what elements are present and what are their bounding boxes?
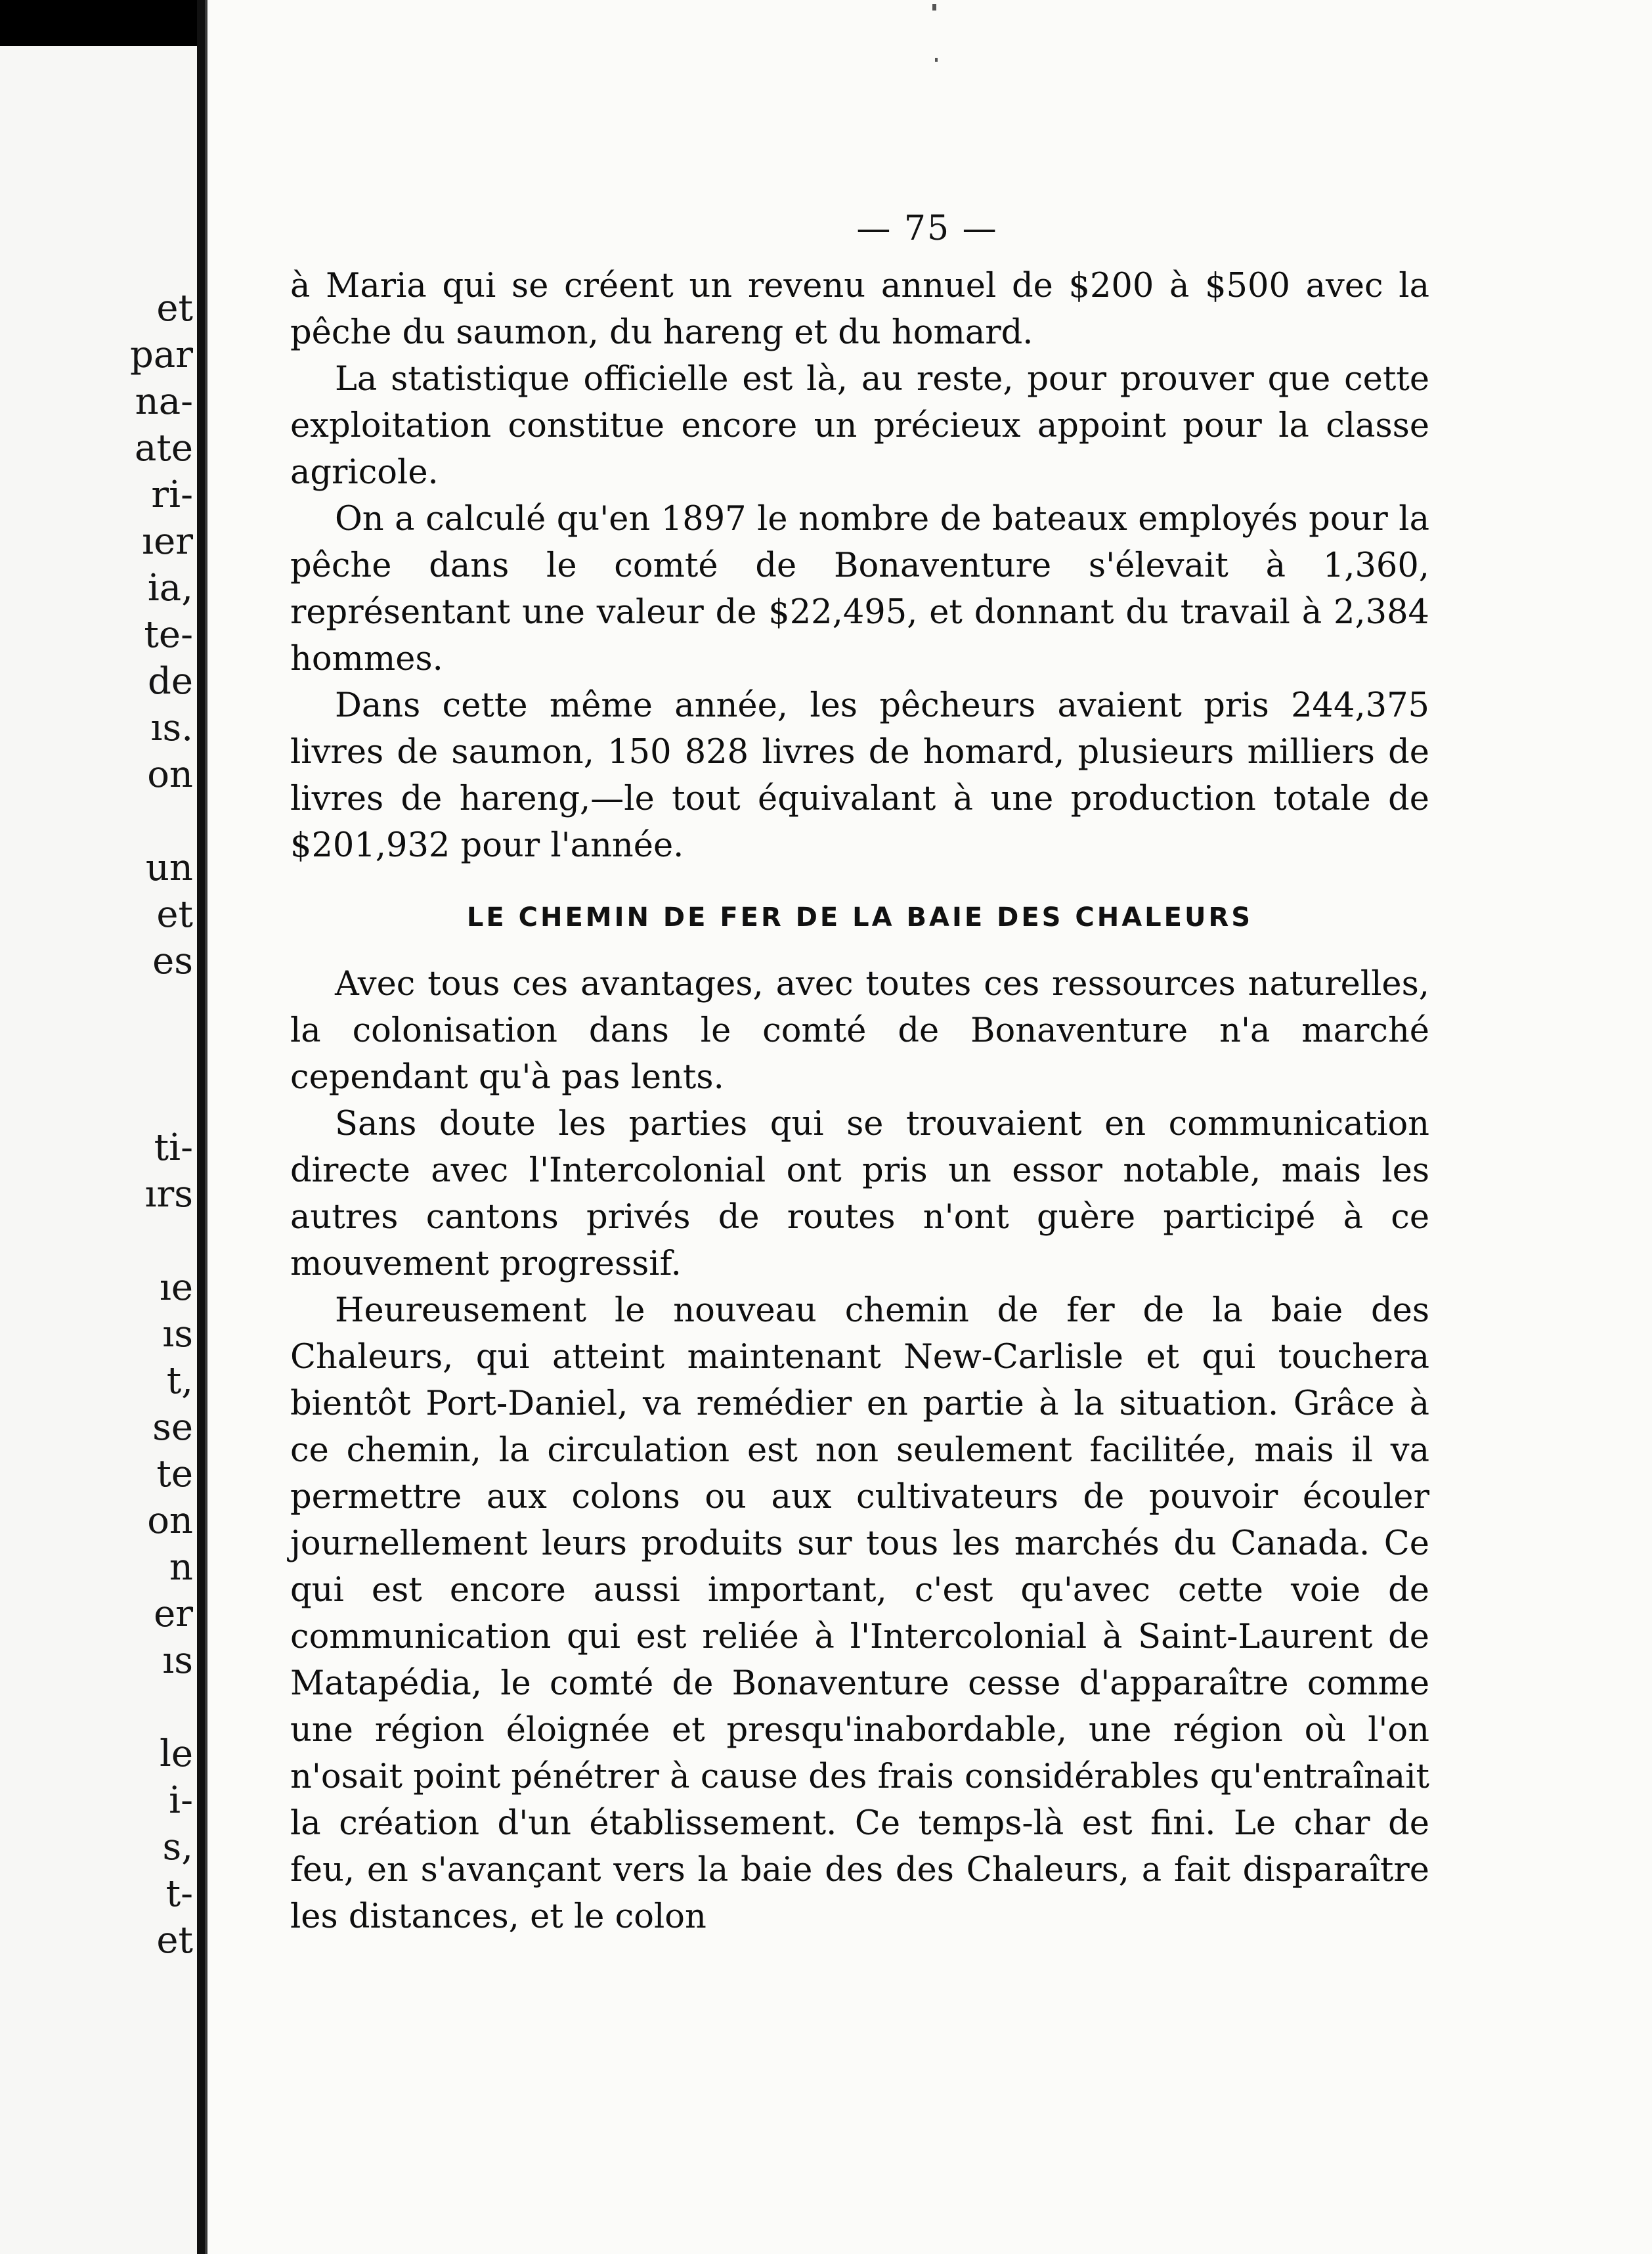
facing-page-left — [0, 46, 197, 2254]
paragraph: Heureusement le nouveau chemin de fer de la baie des Chaleurs, qui atteint maintenant New-Carlisle et qui touchera bientôt Port-Daniel, va remédier en partie à la situation. Grâce à ce chemin, la circulation est non seulement facilitée, mais il va permettre aux colons ou aux cultivateurs de pouvoir écouler journellement leurs produits sur tous les marchés du Canada. Ce qui est encore aussi important, c'est qu'avec cette voie de communication qui est reliée à l'Intercolonial à Saint-Laurent de Matapédia, le comté de Bonaventure cesse d'apparaître comme une région éloignée et presqu'inabordable, une région où l'on n'osait point pénétrer à cause des frais considérables qu'entraînait la création d'un établissement. Ce temps-là est fini. Le char de feu, en s'avançant vers la baie des des Chaleurs, a fait disparaître les distances, et le colon — [290, 1291, 1429, 1936]
facing-page-fragment: es — [152, 940, 193, 983]
facing-page-fragment: te — [156, 1453, 193, 1495]
book-page — [205, 0, 1652, 2254]
facing-page-fragment: na- — [135, 380, 193, 423]
facing-page-fragment: er — [154, 1593, 193, 1635]
facing-page-fragment: de — [148, 660, 193, 703]
facing-page-fragment: et — [156, 893, 193, 936]
facing-page-fragment: s, — [162, 1826, 193, 1868]
facing-page-fragment: et — [156, 287, 193, 330]
page-edge-shadow — [205, 0, 207, 2254]
paragraph: La statistique officielle est là, au reste, pour prouver que cette exploitation constitue encore un précieux appoint pour la classe agricole. — [290, 360, 1429, 492]
facing-page-fragment: ıer — [142, 520, 193, 563]
paragraph: Dans cette même année, les pêcheurs avaient pris 244,375 livres de saumon, 150 828 livres de homard, plusieurs milliers de livres de hareng,—le tout équivalant à une production totale de $201,932 pour l'année. — [290, 686, 1429, 865]
facing-page-fragment: n — [169, 1546, 193, 1589]
facing-page-fragment: ri- — [151, 474, 193, 516]
paragraph: Sans doute les parties qui se trouvaient en communication directe avec l'Intercolonial ont pris un essor notable, mais les autres cantons privés de routes n'ont guère participé à ce mouvement progressif. — [290, 1105, 1429, 1283]
facing-page-fragment: et — [156, 1919, 193, 1962]
paragraph: Avec tous ces avantages, avec toutes ces ressources naturelles, la colonisation dans le comté de Bonaventure n'a marché cependant qu'à pas lents. — [290, 965, 1429, 1097]
facing-page-fragment: t- — [165, 1872, 193, 1915]
page-body — [290, 263, 1429, 1940]
facing-page-fragment: i- — [169, 1779, 193, 1822]
paragraphs-after-heading — [290, 961, 1429, 1940]
facing-page-fragment: un — [145, 847, 193, 889]
facing-page-fragment: te- — [144, 613, 193, 656]
paragraphs-before-heading — [290, 263, 1429, 869]
facing-page-fragment: ıs. — [150, 707, 193, 749]
facing-page-fragment: on — [147, 1499, 193, 1542]
book-gutter — [197, 0, 205, 2254]
scan-speck — [932, 4, 936, 11]
facing-page-fragment: ate — [134, 427, 193, 470]
page-number: — 75 — — [856, 209, 998, 248]
paragraph: On a calculé qu'en 1897 le nombre de bateaux employés pour la pêche dans le comté de Bonaventure s'élevait à 1,360, représentant une valeur de $22,495, et donnant du travail à 2,384 hommes. — [290, 500, 1429, 678]
section-heading: LE CHEMIN DE FER DE LA BAIE DES CHALEURS — [466, 902, 1253, 933]
facing-page-fragment: le — [159, 1733, 193, 1775]
facing-page-fragment: ıe — [159, 1266, 193, 1309]
scan-speck — [935, 58, 938, 62]
facing-page-fragment: ıs — [162, 1313, 193, 1356]
facing-page-fragment: ırs — [144, 1173, 193, 1216]
facing-page-fragment: t, — [166, 1359, 193, 1402]
facing-page-fragment: se — [152, 1406, 193, 1449]
facing-page-fragment: ıs — [162, 1639, 193, 1682]
facing-page-fragment: on — [147, 753, 193, 796]
facing-page-fragment: ti- — [154, 1126, 193, 1169]
facing-page-fragment: ia, — [147, 567, 193, 609]
paragraph: à Maria qui se créent un revenu annuel de $200 à $500 avec la pêche du saumon, du hareng et du homard. — [290, 267, 1429, 352]
facing-page-fragment: par — [129, 334, 193, 376]
